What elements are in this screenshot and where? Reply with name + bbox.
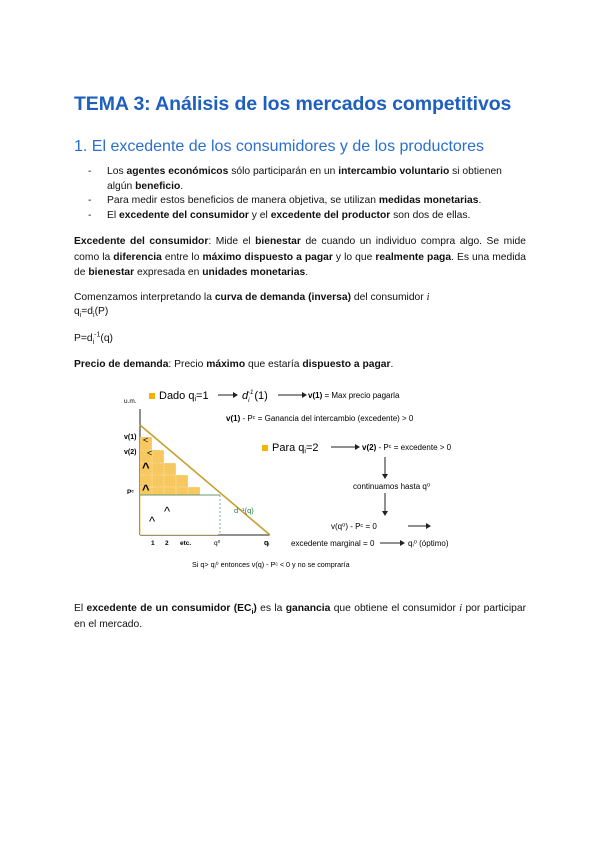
annotation-para: Para qi=2 (272, 442, 319, 455)
list-item: - El excedente del consumidor y el excedente del productor son dos de ellas. (88, 209, 528, 224)
y-label-price: Pᶜ (127, 489, 134, 496)
annotation-dado: Dado qi=1 (159, 390, 209, 403)
annotation-v2: v(2) - Pᶜ = excedente > 0 (362, 443, 452, 452)
arrow-head (400, 540, 405, 546)
arrow-head (382, 474, 388, 479)
x-tick-etc: etc. (180, 540, 192, 547)
x-tick-q0: q⁰ (214, 540, 221, 547)
section-heading: 1. El excedente de los consumidores y de los productores (74, 138, 485, 155)
y-label-v1: v(1) (124, 434, 137, 441)
y-label-v2: v(2) (124, 449, 137, 456)
wedge-mark: ^ (149, 514, 156, 529)
bullet-dash: - (88, 209, 92, 221)
consumer-surplus-diagram (118, 383, 498, 573)
annotation-optimum: qᵢ⁰ (óptimo) (408, 539, 449, 548)
page-title: TEMA 3: Análisis de los mercados competitivos (74, 93, 512, 115)
x-axis-label: qᵢ (264, 540, 270, 547)
less-than-mark: < (143, 435, 149, 445)
arrow-head (382, 511, 388, 516)
equation-demand: $q_i=d_i(P)$ (74, 306, 109, 320)
paragraph-demand-price: Precio de demanda: Precio máximo que estaría dispuesto a pagar. (74, 359, 394, 370)
curve-label: d⁻¹(q) (234, 506, 254, 515)
arrow-head (426, 523, 431, 529)
arrow-head (233, 392, 238, 398)
wedge-mark: ^ (142, 482, 150, 497)
y-axis-label: u.m. (124, 398, 137, 405)
annotation-marginal: excedente marginal = 0 (291, 539, 375, 548)
paragraph-consumer-surplus: Excedente del consumidor: Mide el bienestar de cuando un individuo compra algo. Se mide como la diferencia entre lo máximo dispuesto a pagar y lo que realmente paga. Es una medida de bienestar expresada en unidades monetarias. (74, 236, 526, 278)
marker-square (149, 393, 155, 399)
bullet-dash: - (88, 195, 92, 206)
annotation-continue: continuamos hasta q⁰ (353, 482, 431, 491)
figure-caption: Si q> qᵢ⁰ entonces v(q) - Pᶜ < 0 y no se compraría (192, 560, 350, 569)
arrow-head (302, 392, 307, 398)
marker-square (262, 445, 268, 451)
arrow-head (355, 444, 360, 450)
bullet-list (88, 165, 528, 223)
annotation-v1-max: v(1) = Max precio pagarla (308, 391, 400, 400)
wedge-mark: ^ (142, 460, 150, 475)
equation-inverse-demand: $P=d_i^{-1}(q)$ (74, 331, 113, 347)
list-item: - Los agentes económicos sólo participarán en un intercambio voluntario si obtienen algún beneficio. (88, 166, 502, 192)
less-than-mark: < (147, 448, 153, 458)
annotation-gain: v(1) - Pᶜ = Ganancia del intercambio (excedente) > 0 (226, 414, 414, 423)
x-tick-1: 1 (151, 540, 155, 547)
paragraph-demand-intro: Comenzamos interpretando la curva de demanda (inversa) del consumidor i (74, 292, 430, 303)
wedge-mark: ^ (164, 504, 171, 519)
x-tick-2: 2 (165, 540, 169, 547)
annotation-vq0: v(q⁰) - Pᶜ = 0 (331, 522, 377, 531)
list-item: - Para medir estos beneficios de manera objetiva, se utilizan medidas monetarias. (88, 194, 528, 209)
paragraph-surplus-definition: El excedente de un consumidor $(EC_i)$ es la ganancia que obtiene el consumidor i por participar en el mercado. (74, 603, 526, 630)
bullet-dash: - (88, 166, 92, 177)
inverse-demand-expr: $d_i-1(1)$ (242, 390, 268, 404)
